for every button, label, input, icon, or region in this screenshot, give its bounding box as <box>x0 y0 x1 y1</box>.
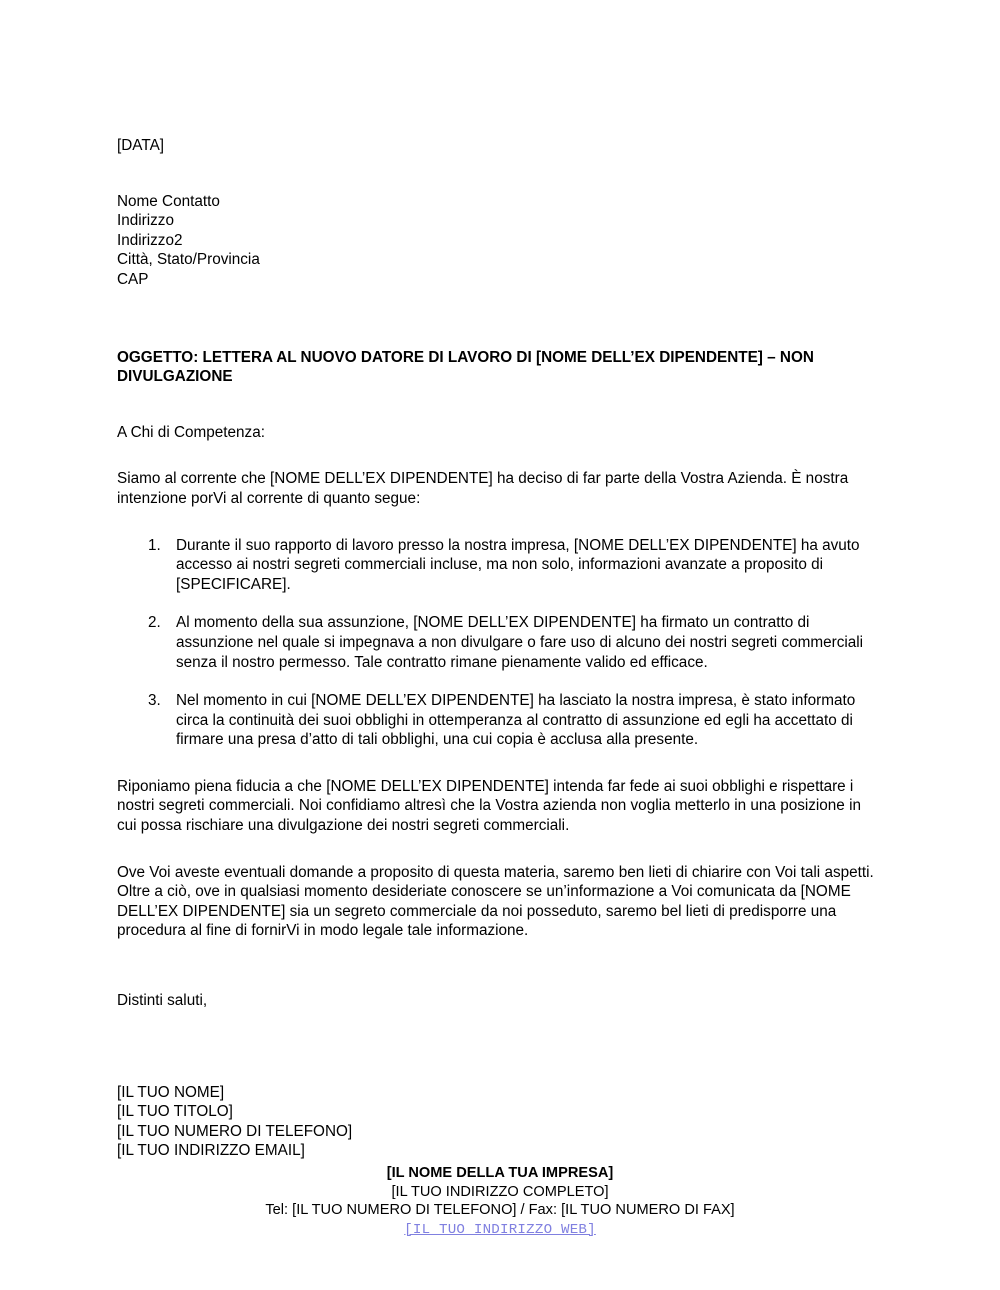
spacer-after-date <box>117 156 884 192</box>
page-footer <box>0 1164 1000 1239</box>
spacer-before-closing-extra <box>117 977 884 991</box>
spacer-after-subject <box>117 387 884 423</box>
list-item: Durante il suo rapporto di lavoro presso la nostra impresa, [NOME DELL’EX DIPENDENTE] ha avuto accesso ai nostri segreti commerciali incluse, ma non solo, informazioni avanzate a proposito di [SPECIFICARE]. <box>176 536 860 593</box>
numbered-list <box>117 536 884 750</box>
spacer-after-salutation <box>117 442 884 469</box>
list-item: Nel momento in cui [NOME DELL’EX DIPENDENTE] ha lasciato la nostra impresa, è stato informato circa la continuità dei suoi obblighi in ottemperanza al contratto di assunzione ed egli ha accettato di firmare una presa d’atto di tali obblighi, una cui copia è acclusa alla presente. <box>176 692 856 749</box>
list-item: Al momento della sua assunzione, [NOME DELL’EX DIPENDENTE] ha firmato un contratto di assunzione nel quale si impegnava a non divulgare o fare uso di alcuno dei nostri segreti commerciali senza il nostro permesso. Tale contratto rimane pienamente valido ed efficace. <box>176 614 864 671</box>
signature-email: [IL TUO INDIRIZZO EMAIL] <box>117 1142 305 1160</box>
salutation: A Chi di Competenza: <box>117 423 265 441</box>
spacer-before-subject-extra <box>117 326 884 348</box>
footer-address: [IL TUO INDIRIZZO COMPLETO] <box>391 1183 609 1200</box>
spacer-after-list <box>117 750 884 777</box>
recipient-address-block <box>117 192 884 290</box>
date-line: [DATA] <box>117 137 165 154</box>
recipient-line-address1: Indirizzo <box>117 212 174 230</box>
closing-line: Distinti saluti, <box>117 992 208 1010</box>
footer-company-name: [IL NOME DELLA TUA IMPRESA] <box>386 1165 614 1181</box>
signature-gap <box>117 1011 884 1083</box>
footer-website-text: [IL TUO INDIRIZZO WEB] <box>404 1221 596 1238</box>
letter-body <box>117 136 884 1161</box>
signature-block <box>117 1083 884 1161</box>
spacer-before-closing <box>117 941 884 977</box>
trust-paragraph: Riponiamo piena fiducia a che [NOME DELL’EX DIPENDENTE] intenda far fede ai suoi obblighi e rispettare i nostri segreti commerciali. Noi confidiamo altresì che la Vostra azienda non voglia metterlo in una posizione in cui possa rischiare una divulgazione dei nostri segreti commerciali. <box>117 777 861 835</box>
recipient-line-city-state: Città, Stato/Provincia <box>117 251 260 269</box>
signature-phone: [IL TUO NUMERO DI TELEFONO] <box>117 1122 353 1140</box>
spacer-before-list <box>117 509 884 536</box>
subject-line: OGGETTO: LETTERA AL NUOVO DATORE DI LAVORO DI [NOME DELL’EX DIPENDENTE] – NON DIVULGAZIONE <box>117 348 814 386</box>
footer-website-link[interactable] <box>0 1220 1000 1240</box>
footer-contact: Tel: [IL TUO NUMERO DI TELEFONO] / Fax: [IL TUO NUMERO DI FAX] <box>265 1202 735 1219</box>
signature-name: [IL TUO NOME] <box>117 1083 225 1101</box>
recipient-line-name: Nome Contatto <box>117 192 220 210</box>
recipient-line-postal-code: CAP <box>117 270 149 288</box>
spacer-between-paragraphs <box>117 836 884 863</box>
questions-paragraph: Ove Voi aveste eventuali domande a proposito di questa materia, saremo ben lieti di chiarire con Voi tali aspetti. Oltre a ciò, ove in qualsiasi momento desideriate conoscere se un’informazione a Voi comunicata da [NOME DELL’EX DIPENDENTE] sia un segreto commerciale da noi posseduto, saremo bel lieti di predisporre una procedura al fine di fornirVi in modo legale tale informazione. <box>117 863 874 940</box>
spacer-before-subject <box>117 290 884 326</box>
intro-paragraph: Siamo al corrente che [NOME DELL’EX DIPENDENTE] ha deciso di far parte della Vostra Azienda. È nostra intenzione porVi al corrente di quanto segue: <box>117 470 849 507</box>
recipient-line-address2: Indirizzo2 <box>117 231 183 249</box>
signature-title: [IL TUO TITOLO] <box>117 1103 233 1121</box>
